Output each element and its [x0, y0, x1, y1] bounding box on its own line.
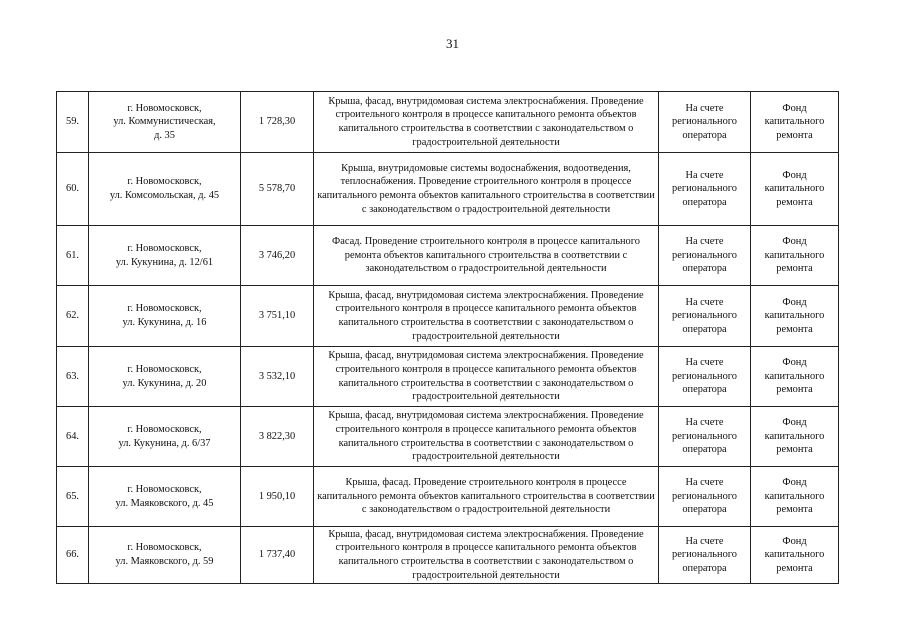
- account-cell: [659, 347, 751, 407]
- account-line: На счете: [685, 477, 724, 489]
- table-row: [57, 407, 839, 467]
- address-cell: [89, 92, 241, 153]
- fund-cell: [751, 286, 839, 347]
- works-cell: Крыша, фасад. Проведение строительного контроля в процессе капитального ремонта объектов капитального строительства в соответствии с законодательством о градостроительной деятельности: [314, 467, 659, 527]
- fund-line: ремонта: [776, 263, 813, 275]
- fund-cell: [751, 527, 839, 584]
- area-cell: 5 578,70: [241, 153, 314, 226]
- fund-line: ремонта: [776, 323, 813, 335]
- address-street: ул. Маяковского, д. 45: [115, 497, 214, 509]
- fund-line: капитального: [764, 183, 825, 195]
- table-row: [57, 153, 839, 226]
- account-line: регионального: [672, 549, 737, 561]
- table-row: [57, 286, 839, 347]
- fund-line: капитального: [764, 249, 825, 261]
- fund-cell: [751, 467, 839, 527]
- fund-line: Фонд: [782, 357, 807, 369]
- account-line: На счете: [685, 236, 724, 248]
- fund-cell: [751, 226, 839, 286]
- address-cell: [89, 286, 241, 347]
- fund-line: ремонта: [776, 562, 813, 574]
- account-line: регионального: [672, 249, 737, 261]
- account-line: оператора: [682, 263, 727, 275]
- area-cell: 1 737,40: [241, 527, 314, 584]
- address-city: г. Новомосковск,: [127, 176, 202, 188]
- address-cell: [89, 153, 241, 226]
- account-cell: [659, 286, 751, 347]
- fund-line: капитального: [764, 549, 825, 561]
- row-number: 65.: [57, 467, 89, 527]
- account-line: регионального: [672, 370, 737, 382]
- account-line: регионального: [672, 310, 737, 322]
- address-cell: [89, 407, 241, 467]
- table-row: [57, 347, 839, 407]
- address-cell: [89, 467, 241, 527]
- area-cell: 1 728,30: [241, 92, 314, 153]
- account-line: На счете: [685, 535, 724, 547]
- account-line: На счете: [685, 102, 724, 114]
- address-city: г. Новомосковск,: [127, 363, 202, 375]
- fund-line: ремонта: [776, 504, 813, 516]
- account-line: На счете: [685, 169, 724, 181]
- fund-line: ремонта: [776, 384, 813, 396]
- row-number: 61.: [57, 226, 89, 286]
- works-cell: Крыша, внутридомовые системы водоснабжения, водоотведения, теплоснабжения. Проведение строительного контроля в процессе капитального ремонта объектов капитального строительства в соответствии с законодательством о градостроительной деятельности: [314, 153, 659, 226]
- account-line: регионального: [672, 183, 737, 195]
- fund-line: Фонд: [782, 296, 807, 308]
- address-cell: [89, 347, 241, 407]
- table-row: [57, 226, 839, 286]
- address-street: ул. Кукунина, д. 6/37: [118, 437, 211, 449]
- address-house: д. 35: [154, 129, 175, 141]
- fund-line: капитального: [764, 310, 825, 322]
- area-cell: 3 532,10: [241, 347, 314, 407]
- account-line: оператора: [682, 504, 727, 516]
- address-city: г. Новомосковск,: [127, 242, 202, 254]
- row-number: 62.: [57, 286, 89, 347]
- works-cell: Крыша, фасад, внутридомовая система электроснабжения. Проведение строительного контроля в процессе капитального ремонта объектов капитального строительства в соответствии с законодательством о градостроительной деятельности: [314, 527, 659, 584]
- area-cell: 1 950,10: [241, 467, 314, 527]
- table-row: [57, 527, 839, 584]
- fund-cell: [751, 92, 839, 153]
- row-number: 64.: [57, 407, 89, 467]
- address-city: г. Новомосковск,: [127, 102, 202, 114]
- fund-line: Фонд: [782, 535, 807, 547]
- row-number: 63.: [57, 347, 89, 407]
- account-line: регионального: [672, 490, 737, 502]
- address-street: ул. Кукунина, д. 20: [122, 377, 207, 389]
- address-city: г. Новомосковск,: [127, 542, 202, 554]
- row-number: 60.: [57, 153, 89, 226]
- account-line: оператора: [682, 129, 727, 141]
- fund-line: ремонта: [776, 129, 813, 141]
- account-cell: [659, 226, 751, 286]
- works-cell: Крыша, фасад, внутридомовая система электроснабжения. Проведение строительного контроля в процессе капитального ремонта объектов капитального строительства в соответствии с законодательством о градостроительной деятельности: [314, 347, 659, 407]
- fund-cell: [751, 347, 839, 407]
- account-line: оператора: [682, 196, 727, 208]
- account-line: оператора: [682, 384, 727, 396]
- area-cell: 3 751,10: [241, 286, 314, 347]
- fund-line: Фонд: [782, 169, 807, 181]
- repair-works-table: [56, 91, 839, 584]
- address-street: ул. Кукунина, д. 12/61: [115, 256, 214, 268]
- address-city: г. Новомосковск,: [127, 423, 202, 435]
- account-line: оператора: [682, 444, 727, 456]
- page-number: 31: [446, 36, 459, 51]
- fund-line: Фонд: [782, 102, 807, 114]
- account-line: оператора: [682, 562, 727, 574]
- account-cell: [659, 153, 751, 226]
- works-cell: Крыша, фасад, внутридомовая система электроснабжения. Проведение строительного контроля в процессе капитального ремонта объектов капитального строительства в соответствии с законодательством о градостроительной деятельности: [314, 407, 659, 467]
- address-street: ул. Кукунина, д. 16: [122, 317, 207, 328]
- fund-line: ремонта: [776, 196, 813, 208]
- address-city: г. Новомосковск,: [127, 483, 202, 495]
- area-cell: 3 746,20: [241, 226, 314, 286]
- account-cell: [659, 527, 751, 584]
- account-line: оператора: [682, 323, 727, 335]
- fund-line: капитального: [764, 116, 825, 128]
- fund-cell: [751, 153, 839, 226]
- area-cell: 3 822,30: [241, 407, 314, 467]
- account-line: регионального: [672, 430, 737, 442]
- account-cell: [659, 467, 751, 527]
- row-number: 59.: [57, 92, 89, 153]
- fund-cell: [751, 407, 839, 467]
- address-city: г. Новомосковск,: [127, 303, 202, 315]
- fund-line: ремонта: [776, 444, 813, 456]
- fund-line: капитального: [764, 370, 825, 382]
- address-street: ул. Комсомольская, д. 45: [109, 190, 220, 201]
- fund-line: Фонд: [782, 236, 807, 248]
- fund-line: капитального: [764, 490, 825, 502]
- account-cell: [659, 92, 751, 153]
- row-number: 66.: [57, 527, 89, 584]
- table-row: [57, 92, 839, 153]
- account-cell: [659, 407, 751, 467]
- address-street: ул. Маяковского, д. 59: [115, 556, 214, 567]
- works-cell: Крыша, фасад, внутридомовая система электроснабжения. Проведение строительного контроля в процессе капитального ремонта объектов капитального строительства в соответствии с законодательством о градостроительной деятельности: [314, 92, 659, 153]
- address-cell: [89, 226, 241, 286]
- account-line: регионального: [672, 116, 737, 128]
- fund-line: Фонд: [782, 477, 807, 489]
- fund-line: Фонд: [782, 417, 807, 429]
- account-line: На счете: [685, 296, 724, 308]
- works-cell: Фасад. Проведение строительного контроля в процессе капитального ремонта объектов капитального строительства в соответствии с законодательством о градостроительной деятельности: [314, 226, 659, 286]
- address-cell: [89, 527, 241, 584]
- address-street: ул. Коммунистическая,: [113, 116, 216, 128]
- table-row: [57, 467, 839, 527]
- account-line: На счете: [685, 417, 724, 429]
- works-cell: Крыша, фасад, внутридомовая система электроснабжения. Проведение строительного контроля в процессе капитального ремонта объектов капитального строительства в соответствии с законодательством о градостроительной деятельности: [314, 286, 659, 347]
- fund-line: капитального: [764, 430, 825, 442]
- account-line: На счете: [685, 357, 724, 369]
